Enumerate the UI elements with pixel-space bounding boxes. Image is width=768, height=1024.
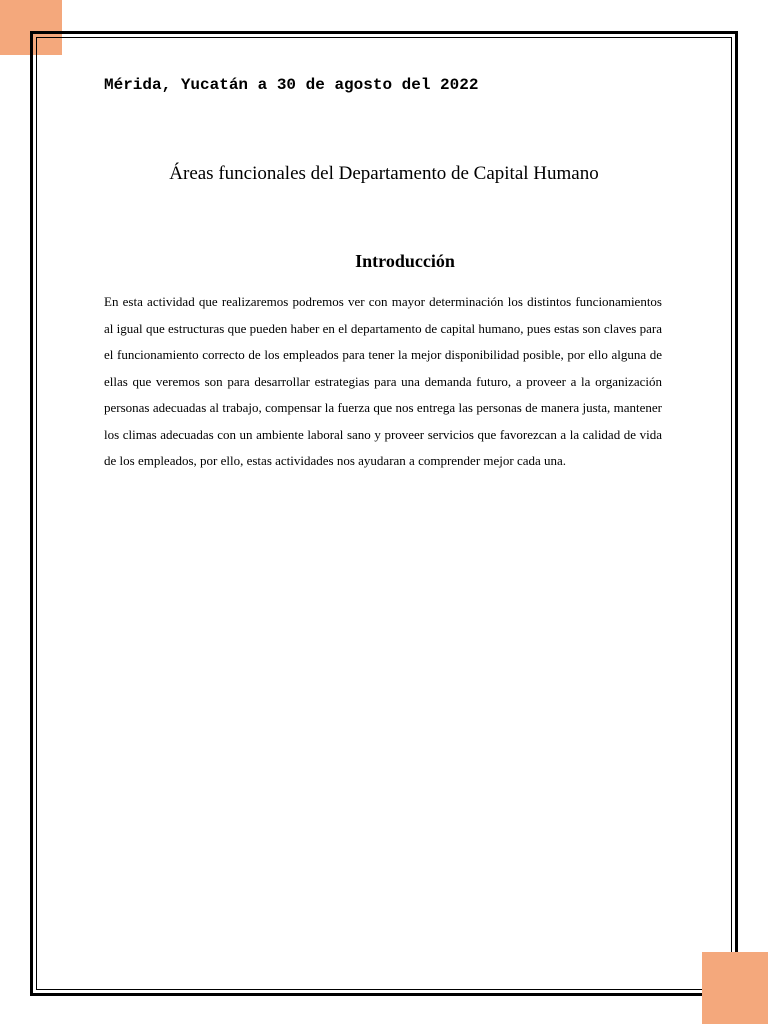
corner-accent-bottom-right bbox=[702, 952, 768, 1024]
section-heading: Introducción bbox=[355, 251, 455, 271]
document-title: Áreas funcionales del Departamento de Capital Humano bbox=[169, 163, 599, 184]
introduction-paragraph: En esta actividad que realizaremos podremos ver con mayor determinación los distintos funcionamientos al igual que estructuras que pueden haber en el departamento de capital humano, pues estas son claves para el funcionamiento correcto de los empleados para tener la mejor disponibilidad posible, por ello alguna de ellas que veremos son para desarrollar estrategias para una demanda futuro, a proveer a la organización personas adecuadas al trabajo, compensar la fuerza que nos entrega las personas de manera justa, mantener los climas adecuadas con un ambiente laboral sano y proveer servicios que favorezcan a la calidad de vida de los empleados, por ello, estas actividades nos ayudaran a comprender mejor cada una. bbox=[104, 294, 662, 468]
date-line: Mérida, Yucatán a 30 de agosto del 2022 bbox=[104, 76, 479, 94]
